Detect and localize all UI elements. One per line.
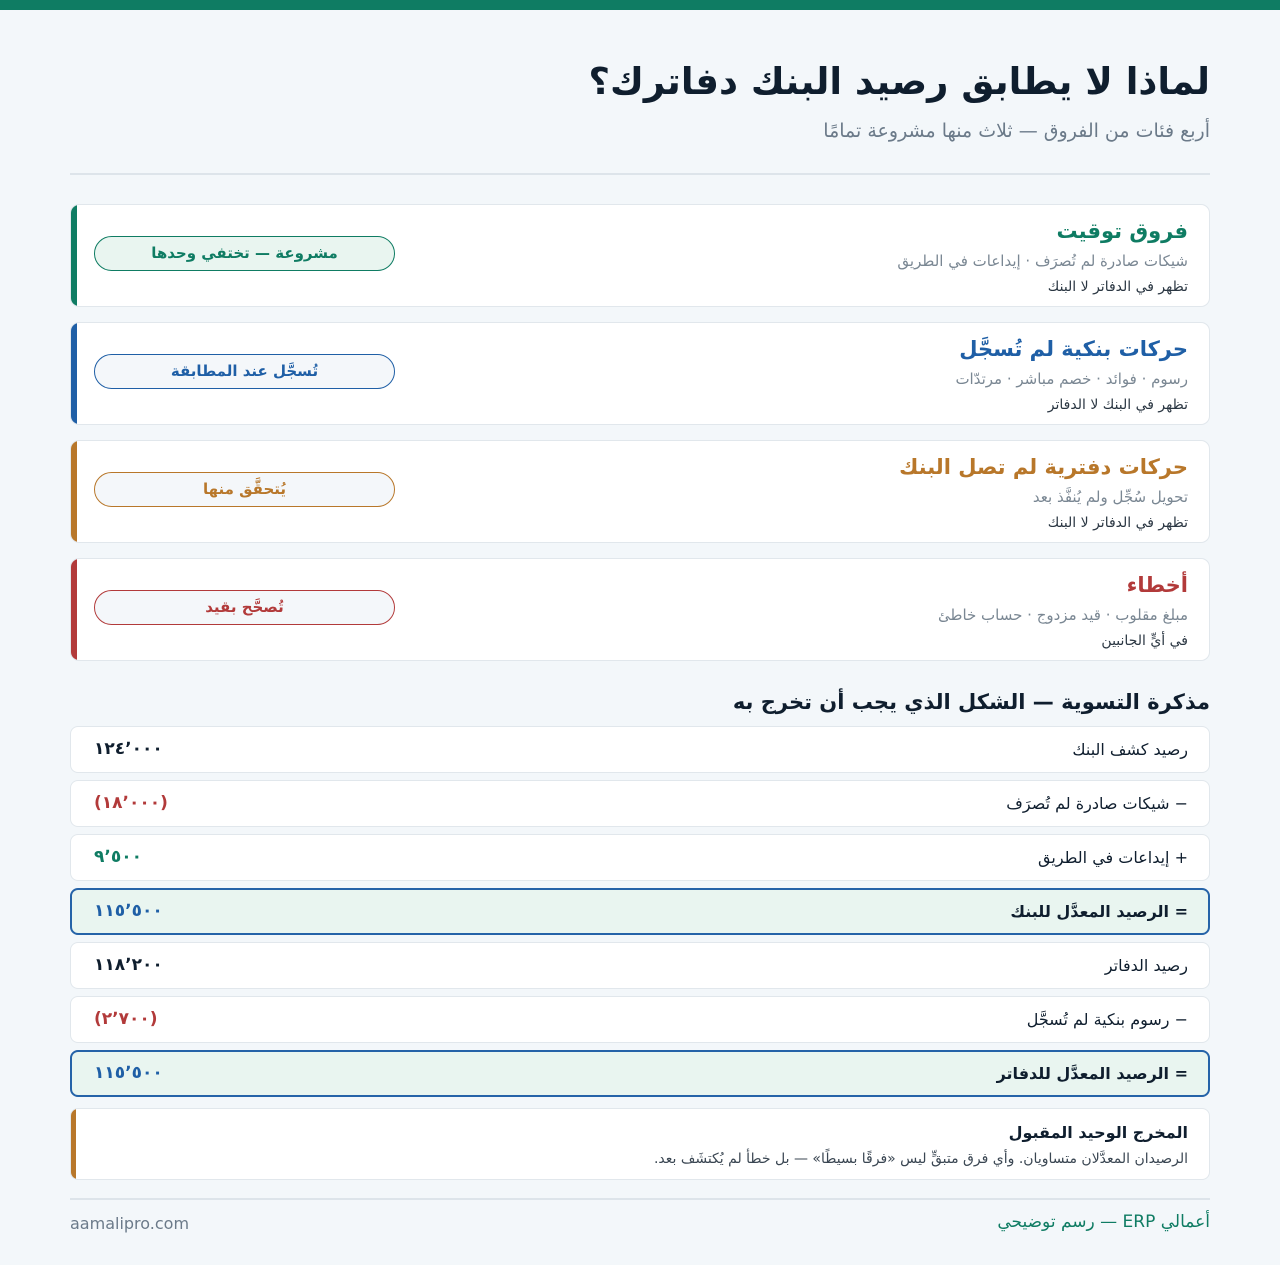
category-badge: تُسجَّل عند المطابقة xyxy=(94,354,395,389)
memo-row-amount: ١٢٤٬٠٠٠ xyxy=(94,739,163,759)
footer-site-link[interactable]: aamalipro.com xyxy=(70,1214,190,1233)
category-where: في أيٍّ الجانبين xyxy=(1101,633,1188,649)
category-stripe xyxy=(71,323,77,424)
memo-row-amount: (١٨٬٠٠٠) xyxy=(94,793,168,813)
category-badge: يُتحقَّق منها xyxy=(94,472,395,507)
memo-row-label: − شيكات صادرة لم تُصرَف xyxy=(1006,794,1188,813)
memo-row xyxy=(70,996,1210,1043)
memo-row-amount: ٩٬٥٠٠ xyxy=(94,847,142,867)
memo-row xyxy=(70,726,1210,773)
memo-row-label: رصيد كشف البنك xyxy=(1072,740,1188,759)
header-divider xyxy=(70,173,1210,175)
page-subtitle: أربع فئات من الفروق — ثلاث منها مشروعة تمامًا xyxy=(823,120,1210,142)
note-stripe xyxy=(71,1109,76,1179)
memo-row-amount: ١١٥٬٥٠٠ xyxy=(94,1063,163,1083)
memo-total-row xyxy=(70,888,1210,935)
page-title: لماذا لا يطابق رصيد البنك دفاترك؟ xyxy=(588,60,1210,103)
memo-row-amount: ١١٥٬٥٠٠ xyxy=(94,901,163,921)
memo-row-label: رصيد الدفاتر xyxy=(1104,956,1188,975)
category-stripe xyxy=(71,441,77,542)
memo-row-amount: ١١٨٬٢٠٠ xyxy=(94,955,163,975)
category-card-books-unposted xyxy=(70,440,1210,543)
category-badge: تُصحَّح بقيد xyxy=(94,590,395,625)
memo-row xyxy=(70,942,1210,989)
conclusion-note xyxy=(70,1108,1210,1180)
footer-brand: أعمالي ERP — رسم توضيحي xyxy=(997,1212,1210,1232)
category-stripe xyxy=(71,205,77,306)
memo-row-label: − رسوم بنكية لم تُسجَّل xyxy=(1026,1010,1188,1029)
category-card-errors xyxy=(70,558,1210,661)
category-title: فروق توقيت xyxy=(1056,219,1188,243)
memo-row-label: = الرصيد المعدَّل للدفاتر xyxy=(996,1064,1188,1083)
category-title: حركات بنكية لم تُسجَّل xyxy=(959,337,1188,361)
category-title: حركات دفترية لم تصل البنك xyxy=(899,455,1188,479)
memo-total-row xyxy=(70,1050,1210,1097)
note-text: الرصيدان المعدَّلان متساويان. وأي فرق متبقٍّ ليس «فرقًا بسيطًا» — بل خطأ لم يُكتشَف بعد. xyxy=(653,1151,1188,1167)
category-title: أخطاء xyxy=(1126,573,1188,597)
category-where: تظهر في الدفاتر لا البنك xyxy=(1047,515,1188,531)
category-items: مبلغ مقلوب · قيد مزدوج · حساب خاطئ xyxy=(938,606,1188,624)
category-card-bank-unrecorded xyxy=(70,322,1210,425)
category-badge: مشروعة — تختفي وحدها xyxy=(94,236,395,271)
category-items: شيكات صادرة لم تُصرَف · إيداعات في الطريق xyxy=(897,252,1188,270)
category-stripe xyxy=(71,559,77,660)
category-items: تحويل سُجِّل ولم يُنفَّذ بعد xyxy=(1032,488,1188,506)
memo-row-label: = الرصيد المعدَّل للبنك xyxy=(1010,902,1188,921)
category-items: رسوم · فوائد · خصم مباشر · مرتدّات xyxy=(955,370,1188,388)
category-card-timing xyxy=(70,204,1210,307)
memo-row xyxy=(70,834,1210,881)
category-where: تظهر في الدفاتر لا البنك xyxy=(1047,279,1188,295)
top-accent-bar xyxy=(0,0,1280,10)
note-title: المخرج الوحيد المقبول xyxy=(1008,1123,1188,1142)
footer-divider xyxy=(70,1198,1210,1200)
memo-heading: مذكرة التسوية — الشكل الذي يجب أن تخرج به xyxy=(732,690,1210,714)
memo-row-amount: (٢٬٧٠٠) xyxy=(94,1009,158,1029)
category-where: تظهر في البنك لا الدفاتر xyxy=(1047,397,1188,413)
memo-row-label: + إيداعات في الطريق xyxy=(1038,848,1188,867)
memo-row xyxy=(70,780,1210,827)
